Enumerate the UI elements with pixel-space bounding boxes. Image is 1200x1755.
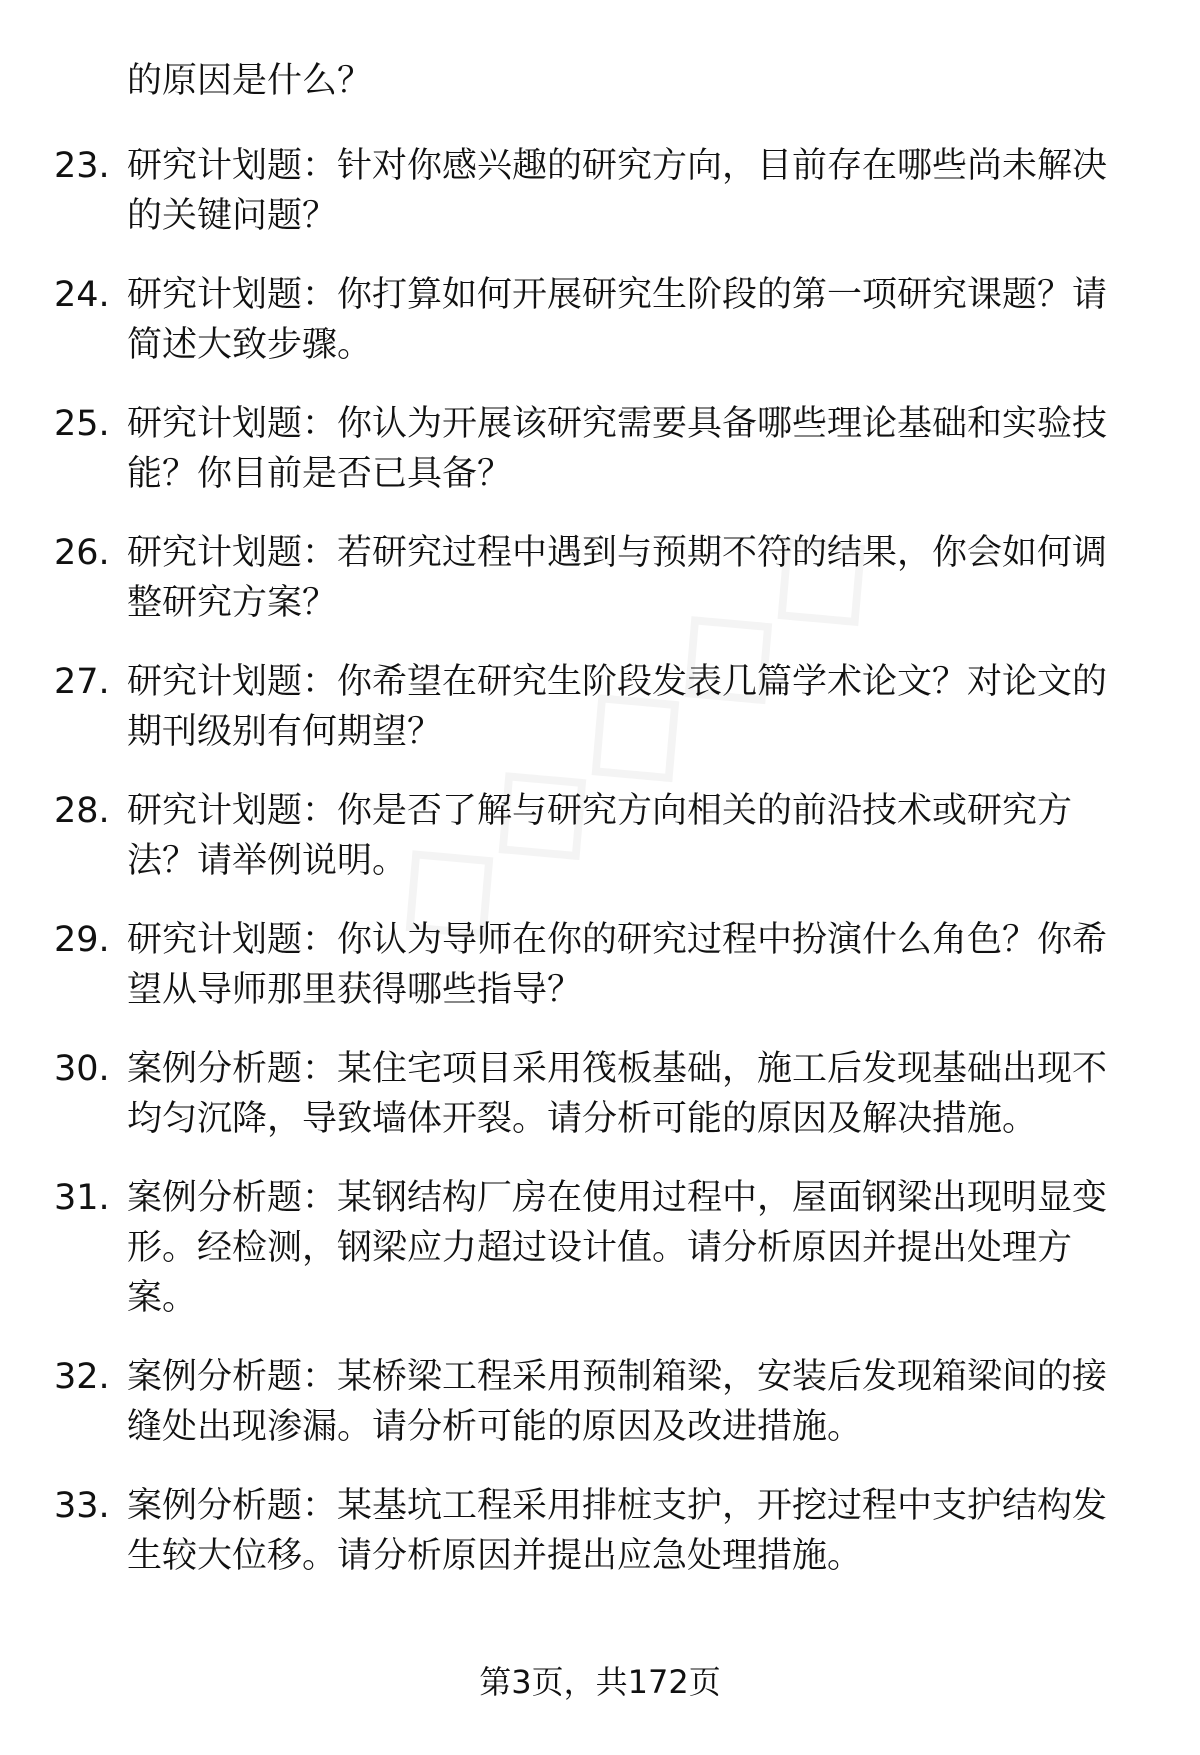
question-list — [0, 141, 1200, 1610]
question-item — [0, 270, 1200, 370]
question-number: 30. — [54, 1049, 110, 1089]
question-number: 23. — [54, 146, 110, 186]
question-number: 29. — [54, 920, 110, 960]
question-item — [0, 915, 1200, 1015]
question-text: 研究计划题：针对你感兴趣的研究方向，目前存在哪些尚未解决的关键问题？ — [127, 146, 1108, 236]
question-number: 24. — [54, 275, 110, 315]
question-number: 33. — [54, 1486, 110, 1526]
question-number: 27. — [54, 662, 110, 702]
question-text: 案例分析题：某住宅项目采用筏板基础，施工后发现基础出现不均匀沉降，导致墙体开裂。请分析可能的原因及解决措施。 — [127, 1049, 1108, 1139]
question-text: 研究计划题：你认为导师在你的研究过程中扮演什么角色？你希望从导师那里获得哪些指导？ — [127, 920, 1108, 1010]
question-text: 研究计划题：你打算如何开展研究生阶段的第一项研究课题？请简述大致步骤。 — [127, 275, 1108, 365]
question-item — [0, 399, 1200, 499]
question-item — [0, 1481, 1200, 1581]
question-text: 案例分析题：某钢结构厂房在使用过程中，屋面钢梁出现明显变形。经检测，钢梁应力超过设计值。请分析原因并提出处理方案。 — [127, 1178, 1108, 1318]
page-footer: 第3页，共172页 — [479, 1663, 721, 1701]
question-text: 研究计划题：你认为开展该研究需要具备哪些理论基础和实验技能？你目前是否已具备？ — [127, 404, 1108, 494]
question-item — [0, 1173, 1200, 1323]
continuation-text: 的原因是什么？ — [127, 61, 373, 101]
question-item — [0, 786, 1200, 886]
question-text: 研究计划题：你希望在研究生阶段发表几篇学术论文？对论文的期刊级别有何期望？ — [127, 662, 1108, 752]
question-item — [0, 1044, 1200, 1144]
question-number: 26. — [54, 533, 110, 573]
question-item — [0, 1352, 1200, 1452]
question-item — [0, 141, 1200, 241]
question-text: 案例分析题：某基坑工程采用排桩支护，开挖过程中支护结构发生较大位移。请分析原因并提出应急处理措施。 — [127, 1486, 1108, 1576]
question-number: 25. — [54, 404, 110, 444]
question-number: 32. — [54, 1357, 110, 1397]
question-number: 31. — [54, 1178, 110, 1218]
question-item — [0, 657, 1200, 757]
question-text: 研究计划题：若研究过程中遇到与预期不符的结果，你会如何调整研究方案？ — [127, 533, 1108, 623]
question-item — [0, 528, 1200, 628]
question-text: 案例分析题：某桥梁工程采用预制箱梁，安装后发现箱梁间的接缝处出现渗漏。请分析可能的原因及改进措施。 — [127, 1357, 1108, 1447]
question-number: 28. — [54, 791, 110, 831]
question-text: 研究计划题：你是否了解与研究方向相关的前沿技术或研究方法？请举例说明。 — [127, 791, 1073, 881]
